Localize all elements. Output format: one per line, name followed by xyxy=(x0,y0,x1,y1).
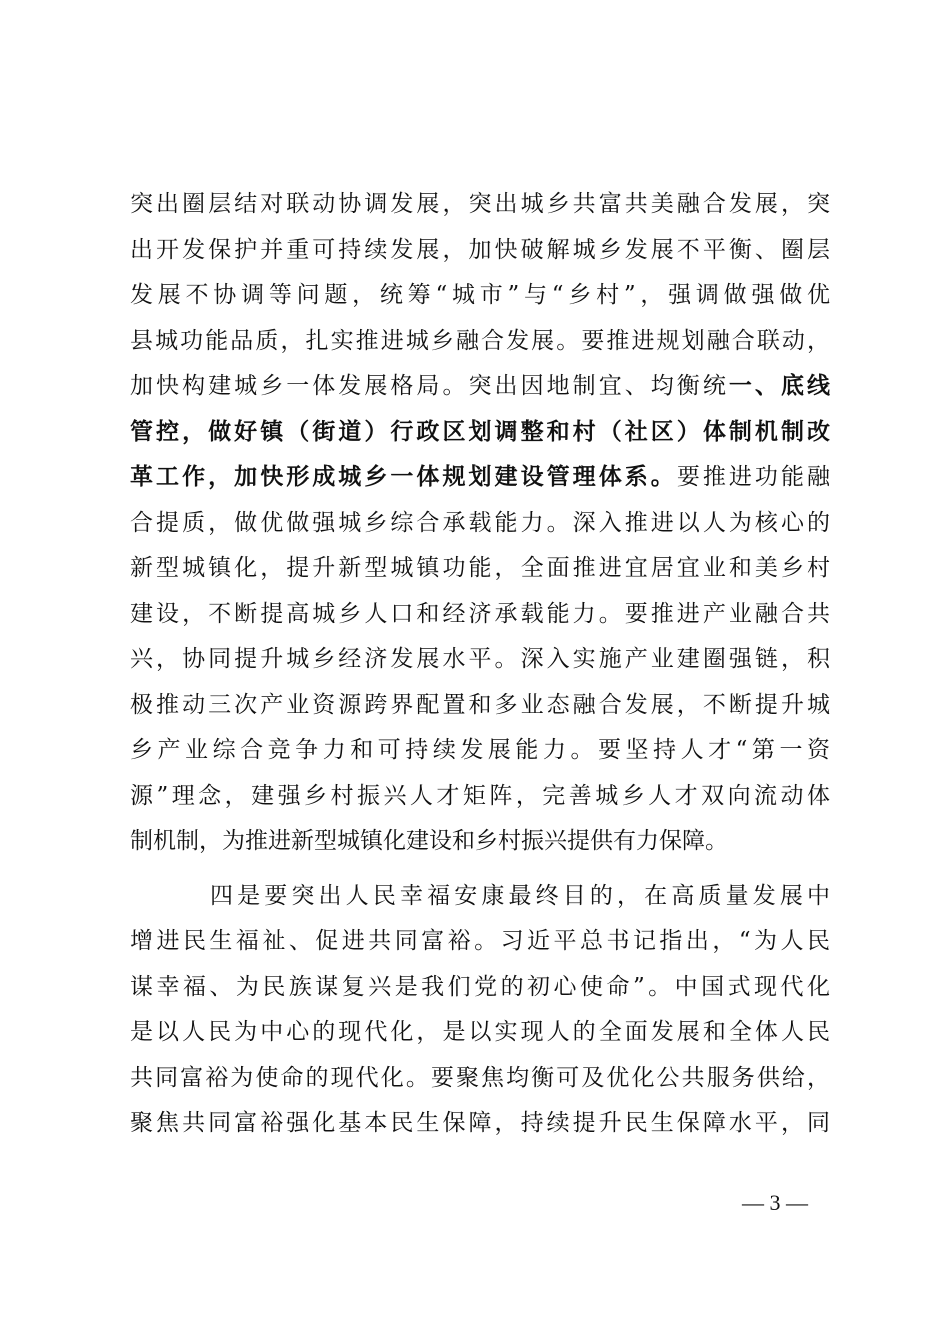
text-line: 突出圈层结对联动协调发展，突出城乡共富共美融合发展，突 xyxy=(130,191,830,217)
bold-text-segment: 革工作，加快形成城乡一体规划建设管理体系。 xyxy=(130,464,677,490)
paragraph-1 xyxy=(130,182,830,865)
text-line: 谋幸福、为民族谋复兴是我们党的初心使命”。中国式现代化 xyxy=(130,973,830,1000)
text-line-mixed xyxy=(130,455,830,501)
text-line: 源”理念，建强乡村振兴人才矩阵，完善城乡人才双向流动体 xyxy=(130,782,830,809)
page-number: — 3 — xyxy=(742,1190,808,1215)
text-line: 县城功能品质，扎实推进城乡融合发展。要推进规划融合联动， xyxy=(130,327,830,354)
body-text xyxy=(130,182,830,1147)
text-line: 发展不协调等问题，统筹“城市”与“乡村”，强调做强做优 xyxy=(130,282,830,308)
text-line: 出开发保护并重可持续发展，加快破解城乡发展不平衡、圈层 xyxy=(130,236,830,263)
text-line: 极推动三次产业资源跨界配置和多业态融合发展，不断提升城 xyxy=(130,691,830,718)
text-line: 共同富裕为使命的现代化。要聚焦均衡可及优化公共服务供给， xyxy=(130,1064,830,1091)
bold-text-segment: 一、底线 xyxy=(728,373,831,399)
paragraph-2 xyxy=(130,874,830,1147)
text-line: 四是要突出人民幸福安康最终目的，在高质量发展中 xyxy=(210,882,830,909)
text-segment: 要推进功能融 xyxy=(676,464,831,490)
paragraph-gap xyxy=(130,865,830,874)
text-line: 兴，协同提升城乡经济发展水平。深入实施产业建圈强链，积 xyxy=(130,646,830,672)
text-line: 聚焦共同富裕强化基本民生保障，持续提升民生保障水平，同 xyxy=(130,1110,830,1136)
bold-text-line: 管控，做好镇（街道）行政区划调整和村（社区）体制机制改 xyxy=(130,418,830,445)
text-line: 乡产业综合竞争力和可持续发展能力。要坚持人才“第一资 xyxy=(130,737,830,763)
text-line: 新型城镇化，提升新型城镇功能，全面推进宜居宜业和美乡村 xyxy=(130,555,830,581)
text-line: 制机制，为推进新型城镇化建设和乡村振兴提供有力保障。 xyxy=(130,828,728,854)
text-segment: 加快构建城乡一体发展格局。突出因地制宜、均衡统 xyxy=(130,373,729,399)
text-line: 增进民生福祉、促进共同富裕。习近平总书记指出，“为人民 xyxy=(130,928,830,954)
text-line: 是以人民为中心的现代化，是以实现人的全面发展和全体人民 xyxy=(130,1019,830,1045)
text-line: 合提质，做优做强城乡综合承载能力。深入推进以人为核心的 xyxy=(130,509,830,536)
text-line: 建设，不断提高城乡人口和经济承载能力。要推进产业融合共 xyxy=(130,600,830,627)
text-line-mixed xyxy=(130,364,830,410)
